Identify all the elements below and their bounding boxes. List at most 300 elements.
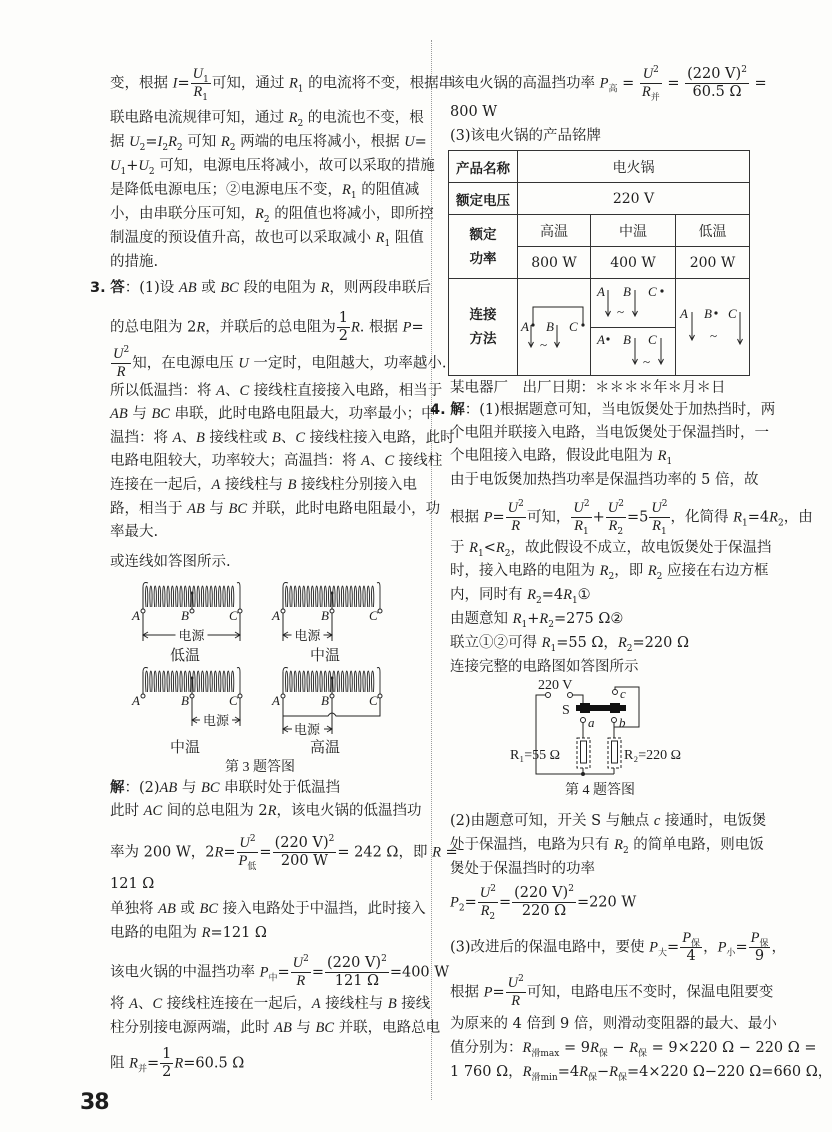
text-run: 接线柱直接接入电路，相当于 [249, 383, 443, 399]
subscript: 滑max [531, 1048, 560, 1059]
terminal-c [238, 609, 242, 613]
text-run: ：(1)根据题意可知，当电饭煲处于加热挡时，两 [464, 402, 776, 418]
terminal-label-a: A [132, 693, 140, 708]
text-line [450, 446, 750, 466]
denominator [111, 364, 131, 381]
math-variable: U [129, 134, 140, 150]
text-line [450, 470, 759, 490]
contact-c-label: c [620, 686, 626, 701]
math-variable: R [522, 1040, 532, 1056]
text-run: =220 W [576, 894, 637, 911]
subscript: 1 [666, 456, 673, 467]
text-run: 内，同时有 [450, 587, 528, 603]
math-variable: B [272, 430, 281, 446]
text-line [450, 811, 767, 831]
text-line [450, 657, 750, 677]
text-run: 或 [175, 901, 200, 917]
text-run: 一定时，电阻越大，功率越小. [248, 355, 447, 372]
symbol-3: ~ [540, 337, 548, 352]
text-run: 煲处于保温挡时的功率 [450, 861, 595, 877]
text-run: = [617, 75, 639, 92]
denominator [571, 518, 591, 535]
numerator [478, 885, 498, 903]
text-run: =55 Ω， [556, 635, 618, 651]
text-run: 处于保温挡，电路为只有 [450, 837, 615, 853]
text-run: − [607, 1040, 630, 1056]
text-run: 200 W [280, 853, 329, 869]
text-run: 温挡：将 [110, 430, 173, 446]
text-run: 阻值 [390, 230, 424, 246]
subscript: 2 [489, 911, 496, 922]
terminal-label-b: B [181, 693, 189, 708]
math-variable: U [192, 66, 204, 82]
superscript: 2 [568, 884, 574, 895]
symbol-0: A [679, 306, 688, 321]
denominator [606, 518, 626, 535]
subscript: 2 [148, 166, 155, 177]
voltage-label: 220 V [538, 678, 573, 693]
symbol-2: C [648, 332, 657, 348]
subscript: 并 [137, 1064, 147, 1075]
math-variable: R [579, 1064, 588, 1080]
subscript: 保 [587, 1072, 597, 1083]
terminal-dot [531, 323, 534, 326]
numerator [191, 66, 211, 84]
subscript: 滑min [531, 1072, 558, 1083]
fraction [571, 500, 591, 535]
contact-c [613, 690, 618, 695]
text-run: 是降低电源电压；②电源电压不变， [110, 182, 342, 198]
subscript: 2 [263, 214, 270, 225]
text-run: 电路的电阻为 [110, 925, 202, 941]
symbol-0: A [597, 332, 605, 348]
math-variable: R [296, 973, 306, 989]
subscript: 1 [350, 190, 357, 201]
math-variable: A [172, 430, 182, 446]
subscript: 2 [297, 118, 304, 129]
math-variable: C [152, 996, 163, 1012]
subscript: 1 [297, 84, 304, 95]
symbol-0: A [521, 319, 529, 334]
text-run: = [277, 964, 290, 981]
subscript: 1 [202, 92, 209, 103]
arrow-down-icon [633, 290, 638, 316]
math-variable: BC [228, 501, 248, 517]
subscript: 1 [550, 643, 557, 654]
superscript: 2 [741, 65, 747, 76]
math-variable: R [609, 1064, 618, 1080]
math-variable: R [129, 1055, 138, 1072]
terminal-label-a: A [272, 608, 280, 623]
text-run: ，则两段串联后 [329, 280, 431, 296]
caption-high: 高温 [309, 740, 341, 756]
text-run: = [146, 1055, 160, 1072]
text-run: 根据 [450, 984, 484, 1001]
text-line [110, 404, 436, 424]
math-variable: P [599, 75, 609, 92]
math-variable: R [201, 925, 211, 941]
denominator [680, 948, 702, 965]
numerator [640, 66, 662, 84]
subscript: 1 [384, 238, 391, 249]
math-variable: R [480, 903, 490, 919]
superscript: 2 [328, 834, 335, 845]
text-run: 1 760 Ω， [450, 1064, 523, 1080]
text-run: =400 W [389, 964, 450, 981]
math-variable: c [653, 813, 661, 829]
text-line [110, 801, 422, 821]
text-run: ，并联后的总电阻为 [205, 319, 336, 336]
text-run: 路，相当于 [110, 501, 188, 517]
denominator [160, 1064, 173, 1081]
product-name-value: 电火锅 [518, 151, 750, 183]
math-variable: B [387, 996, 397, 1012]
text-line [450, 126, 750, 146]
text-run: 时，接入电路的电阻为 [450, 563, 600, 579]
math-variable: BC [315, 1020, 335, 1036]
fraction [237, 835, 259, 870]
math-variable: R [657, 448, 667, 464]
subscript: 小 [726, 948, 736, 959]
text-run: 接线柱连接在一起后， [162, 996, 312, 1012]
text-run: 为原来的 4 倍到 9 倍，则滑动变阻器的最大、最小 [450, 1016, 777, 1032]
fraction [649, 500, 669, 535]
denominator [506, 993, 526, 1010]
rated-voltage-label: 额定电压 [449, 183, 518, 215]
fraction [273, 835, 337, 870]
math-variable: R [288, 75, 298, 92]
figure-4-circuit [500, 678, 700, 803]
fraction [291, 955, 311, 990]
text-line [450, 561, 769, 582]
numerator [291, 955, 311, 973]
text-run: 的简单电路，则电饭 [628, 837, 764, 853]
tap-b [191, 592, 194, 595]
text-run: 、 [224, 383, 240, 399]
text-run: 值分别为： [450, 1040, 523, 1056]
subscript: 1 [583, 526, 589, 537]
product-nameplate-table [448, 150, 750, 376]
text-run: =4×220 Ω−220 Ω=660 Ω， [627, 1064, 832, 1080]
text-run: ，即 [614, 563, 648, 579]
contact-b [612, 718, 617, 723]
contact-b-label: b [619, 715, 626, 730]
math-variable: BC [220, 280, 239, 296]
math-variable: AB [158, 901, 176, 917]
text-run: 接线柱 [394, 453, 443, 469]
text-line [110, 899, 426, 919]
fraction [749, 930, 771, 965]
text-run: 可知 [182, 134, 221, 150]
label-part: 方法 [469, 331, 497, 347]
text-run: 知，在电源电压 [132, 355, 239, 372]
denominator [749, 948, 771, 965]
text-run: ：(2) [124, 780, 160, 796]
text-line [110, 204, 434, 225]
text-run: 连接完整的电路图如答图所示 [450, 659, 639, 675]
text-run: 可知，通过 [211, 75, 289, 92]
text-run: 该电火锅的中温挡功率 [110, 964, 260, 981]
superscript: 2 [303, 954, 309, 965]
text-run: =4 [747, 509, 770, 526]
label-part: 连接 [469, 307, 497, 323]
r1-label: R₁=55 Ω [510, 748, 561, 763]
subscript: 大 [658, 948, 668, 959]
terminal-a [141, 694, 145, 698]
arrow-down-icon [689, 312, 694, 340]
text-run: 据 [110, 134, 130, 150]
text-run: 接入电路处于中温挡，此时接入 [218, 901, 426, 917]
text-run: 的阻值减 [356, 182, 420, 198]
math-variable: P [483, 984, 493, 1001]
text-run: + [592, 509, 605, 526]
math-variable: AB [274, 1020, 292, 1036]
math-variable: B [287, 477, 297, 493]
text-line [110, 428, 455, 448]
math-variable: BC [151, 406, 170, 422]
text-run: 联电路电流规律可知，通过 [110, 110, 289, 126]
text-line [450, 538, 772, 559]
text-run: ，化简得 [670, 509, 734, 526]
subscript: 高 [608, 84, 618, 95]
connection-mid-ab [591, 279, 676, 328]
bold-label: 解 [450, 402, 465, 418]
arrow-down-icon [659, 338, 664, 364]
text-run: 接通时，电饭煲 [660, 813, 767, 829]
subscript: 保 [759, 938, 769, 949]
superscript: 2 [123, 345, 130, 356]
text-run: 1 [162, 1046, 172, 1062]
terminal-c [378, 609, 382, 613]
math-variable: R [116, 364, 126, 380]
superscript: 2 [518, 974, 524, 985]
math-variable: A [311, 996, 321, 1012]
text-run: = [223, 844, 236, 861]
subscript: 中 [268, 973, 278, 984]
text-line [110, 252, 412, 272]
math-variable: AB [187, 501, 205, 517]
text-run: < [483, 540, 496, 556]
connection-method-label [449, 279, 518, 376]
parallel-wire [283, 698, 380, 716]
arrow-down-icon [737, 312, 742, 344]
math-variable: R [174, 1055, 184, 1072]
fraction [191, 66, 211, 101]
subscript: 2 [162, 142, 169, 153]
solution-2-heading [110, 778, 412, 798]
text-run: 与 [177, 780, 201, 796]
math-variable: R [267, 803, 277, 819]
resistor-r1 [581, 741, 587, 763]
text-run: = [414, 134, 427, 150]
tap-b [191, 677, 194, 680]
subscript: 低 [247, 861, 257, 872]
caption-mid-2: 中温 [169, 740, 201, 756]
denominator [478, 903, 498, 920]
text-run: 串联时处于低温挡 [219, 780, 341, 796]
subscript: 保 [638, 1048, 648, 1059]
text-run: = [667, 939, 680, 956]
denominator [325, 973, 389, 990]
symbol-3: ~ [709, 328, 717, 343]
text-run: 电路电阻较大，功率较大；高温挡：将 [110, 453, 362, 469]
switch-label: S [562, 703, 570, 718]
numerator [685, 66, 749, 84]
text-run: 连接在一起后， [110, 477, 212, 493]
text-run: =5 [626, 509, 649, 526]
tap-b [331, 592, 334, 595]
formula-line [450, 65, 767, 103]
terminal-label-c: C [229, 608, 238, 623]
text-run: 段的电阻为 [238, 280, 321, 296]
arrow-down-icon [606, 290, 611, 316]
bold-label: 4. [430, 402, 446, 418]
text-line [110, 994, 431, 1014]
text-run: 应接在右边方框 [662, 563, 769, 579]
numerator [273, 835, 337, 853]
tap-b [331, 677, 334, 680]
math-variable: R [432, 844, 441, 861]
math-variable: P [717, 939, 727, 956]
text-run: 可知， [526, 509, 571, 526]
math-variable: R [255, 206, 264, 222]
connection-high [518, 279, 591, 376]
switch-knob [580, 703, 590, 713]
terminal-label-a: A [132, 608, 140, 623]
label-part: 功率 [469, 250, 497, 267]
formula-line [110, 954, 450, 990]
text-run: 与 [204, 501, 229, 517]
text-line [110, 310, 424, 345]
text-line [110, 108, 424, 129]
math-variable: U [113, 346, 124, 362]
text-run: 、 [369, 453, 385, 469]
text-run: + [126, 158, 139, 174]
text-run: = [440, 844, 458, 861]
text-run: 121 Ω [110, 876, 155, 892]
text-run: (3)该电火锅的产品铭牌 [450, 128, 602, 144]
text-run: 接线柱与 [320, 996, 388, 1012]
math-variable: R [599, 563, 609, 579]
numerator [506, 500, 526, 518]
terminal-label-c: C [369, 608, 378, 623]
text-line [450, 102, 750, 122]
text-run: 可知，电路电压不变时，保温电阻要变 [526, 984, 774, 1001]
math-variable: U [507, 975, 519, 991]
text-run: 接线柱与 [220, 477, 288, 493]
subscript: 2 [504, 548, 511, 559]
text-run: 220 Ω [521, 903, 567, 919]
denominator [649, 518, 669, 535]
math-variable: R [617, 635, 627, 651]
text-run: 该电火锅的高温挡功率 [450, 75, 600, 92]
text-run: 两端的电压将减小，根据 [235, 134, 405, 150]
fraction [506, 500, 526, 535]
terminal-label-c: C [369, 693, 378, 708]
numerator [506, 975, 526, 993]
math-variable: BC [199, 901, 219, 917]
terminal-a [281, 694, 285, 698]
subscript: 2 [617, 526, 624, 537]
formula-line [450, 499, 813, 537]
denominator [685, 84, 749, 101]
text-run: = [259, 844, 272, 861]
formula-line [450, 1062, 832, 1083]
figure-4-title: 第 4 题答图 [565, 783, 635, 798]
math-variable: I [157, 134, 163, 150]
terminal-b [330, 609, 334, 613]
denominator [640, 84, 662, 101]
math-variable: R [652, 518, 661, 534]
rated-power-label [449, 215, 518, 279]
text-run: = [735, 939, 748, 956]
text-run: 接线 [396, 996, 431, 1012]
math-variable: R [511, 993, 521, 1009]
subscript: 2 [458, 903, 465, 914]
math-variable: C [295, 430, 306, 446]
math-variable: AB [159, 780, 178, 796]
text-line [450, 859, 750, 879]
terminal-dot [714, 311, 717, 314]
text-run: 制温度的预设值升高，故也可以采取减小 [110, 230, 376, 246]
text-run: 间的总电阻为 2 [162, 803, 268, 819]
text-run: 60.5 Ω [692, 84, 742, 100]
denominator [291, 973, 311, 990]
symbol-2: C [727, 306, 737, 321]
math-variable: U [110, 158, 121, 174]
text-run: = [311, 964, 325, 981]
math-variable: R [574, 518, 584, 534]
text-run: = [411, 319, 424, 336]
math-variable: R [527, 587, 536, 603]
text-run: = 242 Ω，即 [337, 844, 433, 861]
denominator [337, 328, 350, 345]
subscript: 2 [626, 643, 633, 654]
text-run: 将 [110, 996, 130, 1012]
math-variable: P [450, 894, 459, 911]
formula-line [110, 1046, 412, 1081]
denominator [506, 518, 526, 535]
numerator [680, 930, 702, 948]
math-variable: U [642, 66, 654, 82]
text-line [450, 633, 750, 653]
math-variable: R [220, 134, 230, 150]
subscript: 2 [608, 571, 615, 582]
denominator [191, 84, 211, 101]
text-run: 、 [137, 996, 153, 1012]
superscript: 2 [618, 499, 624, 510]
math-variable: C [384, 453, 395, 469]
text-run: 1 [338, 310, 348, 326]
text-run: = [492, 509, 505, 526]
power-label: 电源 [203, 713, 230, 728]
text-run: 接线柱或 [204, 430, 273, 446]
math-variable: R [647, 563, 657, 579]
text-line [450, 609, 750, 629]
superscript: 2 [661, 499, 668, 510]
text-run: (220 V) [274, 835, 329, 851]
bold-label: 解 [110, 780, 125, 796]
superscript: 2 [249, 834, 256, 845]
fraction [685, 66, 749, 101]
formula-line [450, 885, 750, 920]
subscript: 1 [742, 518, 748, 529]
denominator [273, 853, 337, 870]
text-run: = [749, 75, 767, 92]
math-variable: R [214, 844, 224, 861]
numerator [325, 955, 389, 973]
text-run: 或连线如答图所示. [110, 554, 231, 570]
